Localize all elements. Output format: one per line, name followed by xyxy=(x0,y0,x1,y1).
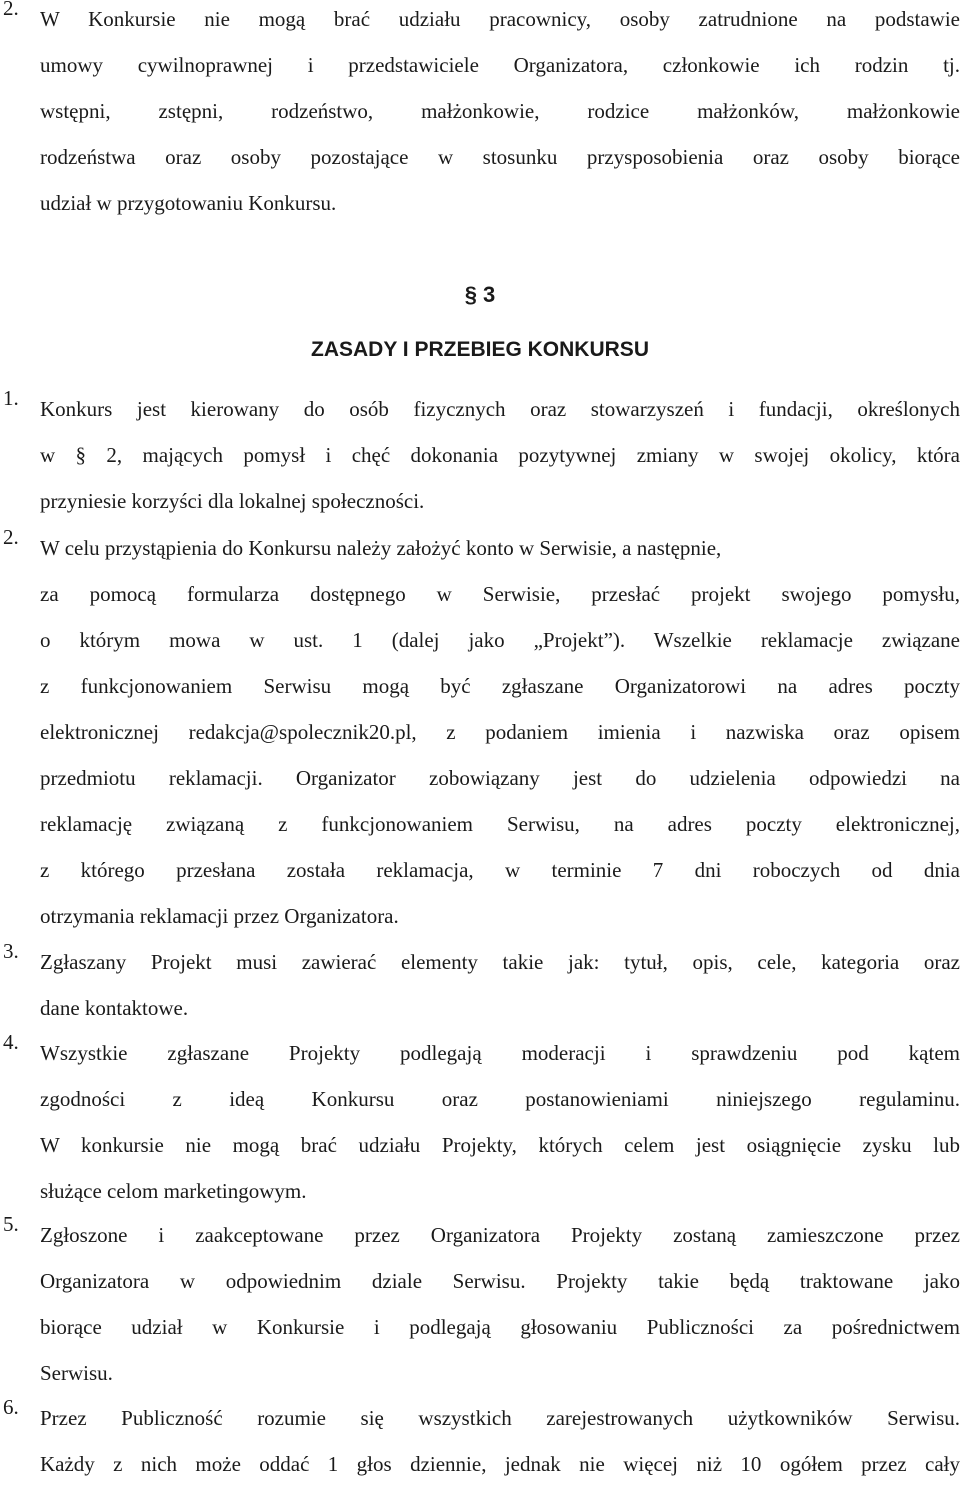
text-line: z którego przesłana została reklamacja, w terminie 7 dni roboczych od dnia xyxy=(40,858,960,882)
text-line: Przez Publiczność rozumie się wszystkich zarejestrowanych użytkowników Serwisu. xyxy=(40,1406,960,1430)
text-line: o którym mowa w ust. 1 (dalej jako „Projekt”). Wszelkie reklamacje związane xyxy=(40,628,960,652)
text-line: Zgłaszany Projekt musi zawierać elementy takie jak: tytuł, opis, cele, kategoria oraz xyxy=(40,950,960,974)
paragraph-number: 6. xyxy=(3,1395,19,1419)
text-line: reklamację związaną z funkcjonowaniem Serwisu, na adres poczty elektronicznej, xyxy=(40,812,960,836)
paragraph-number: 1. xyxy=(3,386,19,410)
text-line: za pomocą formularza dostępnego w Serwisie, przesłać projekt swojego pomysłu, xyxy=(40,582,960,606)
text-line: udział w przygotowaniu Konkursu. xyxy=(40,191,337,215)
paragraph-body xyxy=(40,0,960,226)
text-line: wstępni, zstępni, rodzeństwo, małżonkowie, rodzice małżonków, małżonkowie xyxy=(40,99,960,123)
paragraph-body xyxy=(40,1395,960,1487)
text-line: dane kontaktowe. xyxy=(40,996,189,1020)
text-line: umowy cywilnoprawnej i przedstawiciele Organizatora, członkowie ich rodzin tj. xyxy=(40,53,960,77)
paragraph-body xyxy=(40,1030,960,1214)
section-number: § 3 xyxy=(464,282,496,307)
text-line: Każdy z nich może oddać 1 głos dziennie, jednak nie więcej niż 10 ogółem przez cały xyxy=(40,1452,960,1476)
text-line: W Konkursie nie mogą brać udziału pracownicy, osoby zatrudnione na podstawie xyxy=(40,7,960,31)
text-line: otrzymania reklamacji przez Organizatora. xyxy=(40,904,399,928)
text-line: W konkursie nie mogą brać udziału Projekty, których celem jest osiągnięcie zysku lub xyxy=(40,1133,960,1157)
section-title: ZASADY I PRZEBIEG KONKURSU xyxy=(311,338,649,361)
text-line: zgodności z ideą Konkursu oraz postanowieniami niniejszego regulaminu. xyxy=(40,1087,960,1111)
text-line: Serwisu. xyxy=(40,1361,113,1385)
text-line: z funkcjonowaniem Serwisu mogą być zgłaszane Organizatorowi na adres poczty xyxy=(40,674,960,698)
text-line: Organizatora w odpowiednim dziale Serwisu. Projekty takie będą traktowane jako xyxy=(40,1269,960,1293)
text-line: biorące udział w Konkursie i podlegają głosowaniu Publiczności za pośrednictwem xyxy=(40,1315,960,1339)
paragraph-body xyxy=(40,386,960,524)
paragraph-body xyxy=(40,1212,960,1396)
paragraph-number: 3. xyxy=(3,939,19,963)
paragraph-number: 5. xyxy=(3,1212,19,1236)
text-line: w § 2, mających pomysł i chęć dokonania pozytywnej zmiany w swojej okolicy, która xyxy=(40,443,960,467)
text-line: elektronicznej redakcja@spolecznik20.pl, z podaniem imienia i nazwiska oraz opisem xyxy=(40,720,960,744)
text-line: Zgłoszone i zaakceptowane przez Organizatora Projekty zostaną zamieszczone przez xyxy=(40,1223,960,1247)
text-line: W celu przystąpienia do Konkursu należy założyć konto w Serwisie, a następnie, xyxy=(40,536,722,560)
paragraph-number: 2. xyxy=(3,525,19,549)
text-line: przyniesie korzyści dla lokalnej społeczności. xyxy=(40,489,425,513)
paragraph-number: 4. xyxy=(3,1030,19,1054)
paragraph-body xyxy=(40,939,960,1031)
text-line: służące celom marketingowym. xyxy=(40,1179,307,1203)
text-line: przedmiotu reklamacji. Organizator zobowiązany jest do udzielenia odpowiedzi na xyxy=(40,766,960,790)
text-line: rodzeństwa oraz osoby pozostające w stosunku przysposobienia oraz osoby biorące xyxy=(40,145,960,169)
paragraph-body xyxy=(40,525,960,939)
text-line: Konkurs jest kierowany do osób fizycznych oraz stowarzyszeń i fundacji, określonych xyxy=(40,397,960,421)
text-line: Wszystkie zgłaszane Projekty podlegają moderacji i sprawdzeniu pod kątem xyxy=(40,1041,960,1065)
paragraph-number: 2. xyxy=(3,0,19,20)
